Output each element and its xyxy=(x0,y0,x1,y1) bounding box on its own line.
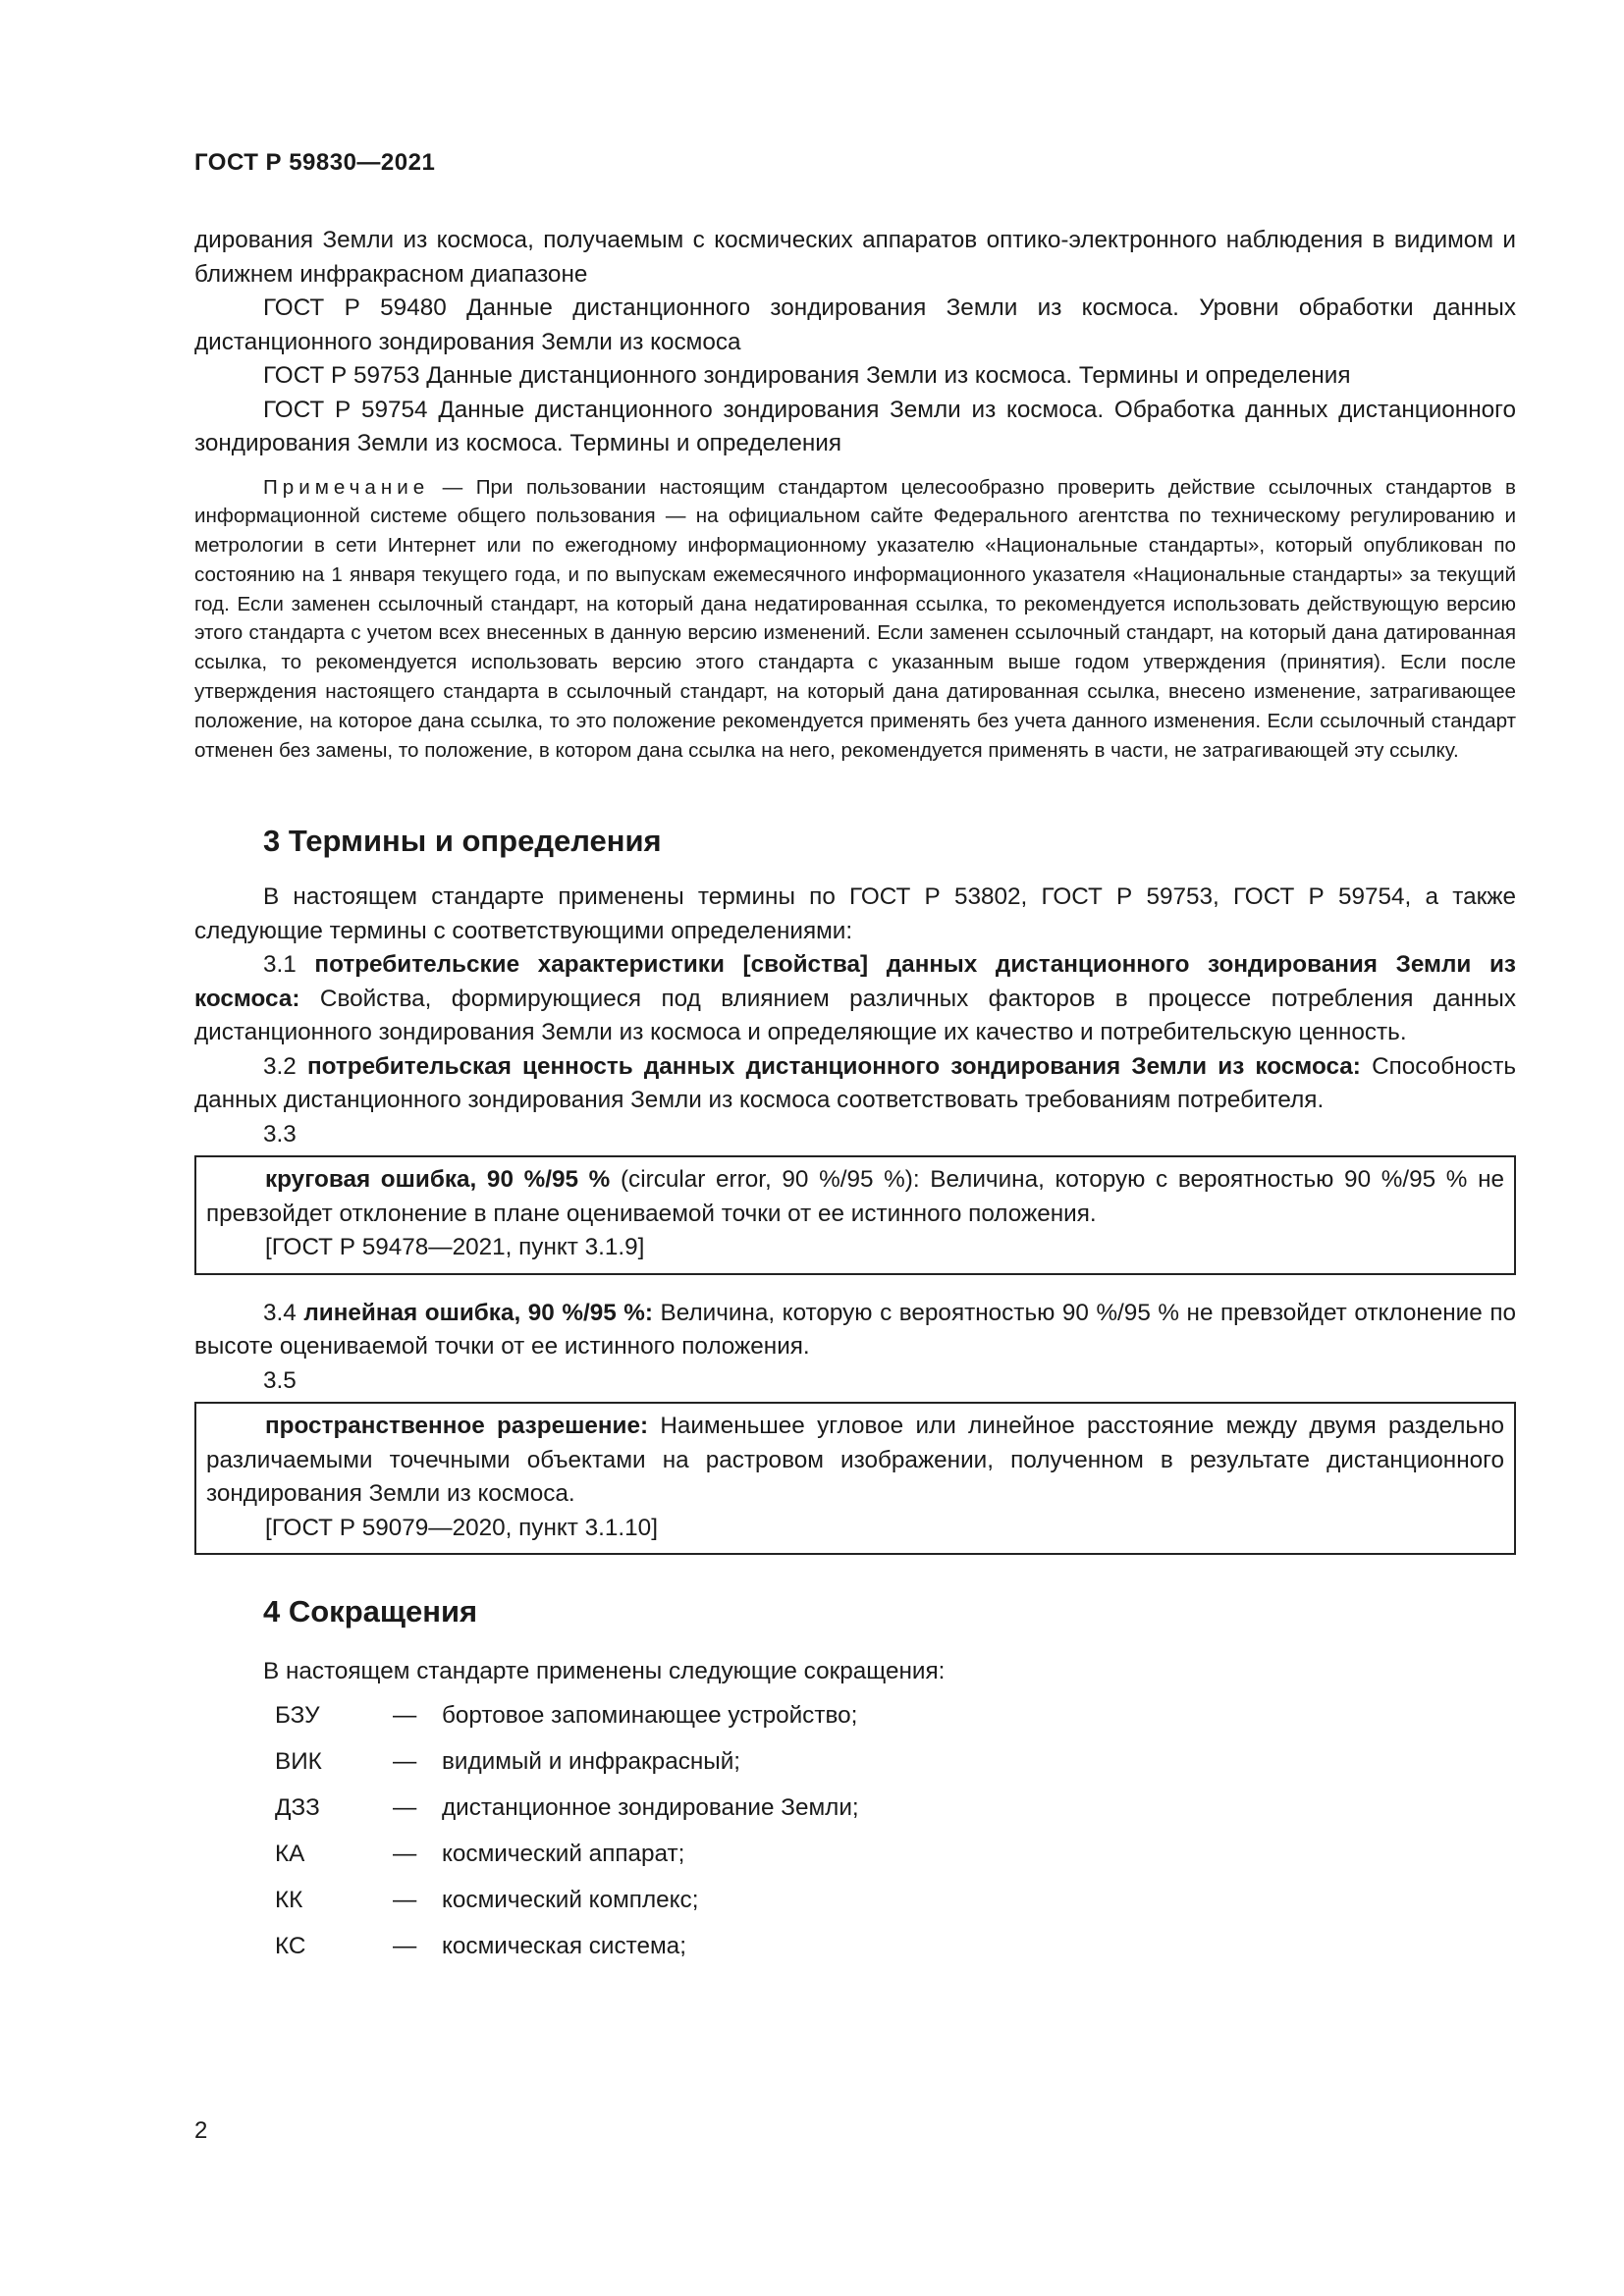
term-entry xyxy=(194,1050,1516,1118)
ref-continuation: дирования Земли из космоса, получаемым с космических аппаратов оптико-электронного наблюдения в видимом и ближнем инфракрасном диапазоне xyxy=(194,227,1516,288)
document-body xyxy=(194,224,1516,1976)
abbreviation-row xyxy=(194,1838,1516,1884)
term-definition: Свойства, формирующиеся под влиянием различных факторов в процессе потребления данных дистанционного зондирования Земли из космоса и определяющие их качество и потребительскую ценность. xyxy=(194,985,1516,1046)
note-paragraph xyxy=(194,473,1516,766)
term-source: [ГОСТ Р 59478—2021, пункт 3.1.9] xyxy=(265,1234,645,1261)
term-source: [ГОСТ Р 59079—2020, пункт 3.1.10] xyxy=(265,1514,658,1541)
ref-item: ГОСТ Р 59754 Данные дистанционного зондирования Земли из космоса. Обработка данных дистанционного зондирования Земли из космоса. Термины и определения xyxy=(194,396,1516,456)
term-definition: Величина, которую с вероятностью 90 %/95 % не превзойдет отклонение по высоте оцениваемой точки от ее истинного положения. xyxy=(194,1299,1516,1361)
page-number: 2 xyxy=(194,2117,208,2144)
abbreviation-code: БЗУ xyxy=(275,1701,320,1729)
term-entry xyxy=(206,1410,1504,1512)
term-number: 3.4 xyxy=(263,1299,297,1326)
note-label: Примечание xyxy=(263,475,430,499)
abbreviation-row xyxy=(194,1930,1516,1976)
term-entry xyxy=(194,948,1516,1050)
term-entry xyxy=(206,1163,1504,1231)
term-box xyxy=(194,1155,1516,1275)
abbreviation-definition: дистанционное зондирование Земли; xyxy=(442,1793,859,1821)
term-definition: Наименьшее угловое или линейное расстояние между двумя раздельно различаемыми точечными объектами на растровом изображении, полученном в результате дистанционного зондирования Земли из космоса. xyxy=(206,1413,1505,1508)
abbreviation-code: КС xyxy=(275,1932,306,1959)
abbreviation-definition: космический комплекс; xyxy=(442,1886,699,1913)
abbreviation-list xyxy=(194,1699,1516,1976)
note-text: — При пользовании настоящим стандартом целесообразно проверить действие ссылочных стандартов в информационной системе общего пользования — на официальном сайте Федерального агентства по техническому регулированию и метрологии в сети Интернет или по ежегодному информационному указателю «Национальные стандарты», который опубликован по состоянию на 1 января текущего года, и по выпускам ежемесячного информационного указателя «Национальные стандарты» за текущий год. Если заменен ссылочный стандарт, на который дана недатированная ссылка, то рекомендуется использовать действующую версию этого стандарта с учетом всех внесенных в данную версию изменений. Если заменен ссылочный стандарт, на который дана датированная ссылка, то рекомендуется использовать версию этого стандарта с указанным выше годом утверждения (принятия). Если после утверждения настоящего стандарта в ссылочный стандарт, на который дана датированная ссылка, внесено изменение, затрагивающее положение, на которое дана ссылка, то это положение рекомендуется применять без учета данного изменения. Если ссылочный стандарт отменен без замены, то положение, в котором дана ссылка на него, рекомендуется применять в части, не затрагивающей эту ссылку. xyxy=(194,475,1516,762)
ref-item: ГОСТ Р 59753 Данные дистанционного зондирования Земли из космоса. Термины и определения xyxy=(263,362,1351,389)
term-box xyxy=(194,1402,1516,1555)
term-number-line: 3.5 xyxy=(263,1366,297,1394)
abbreviation-code: КК xyxy=(275,1886,303,1913)
abbreviation-code: ДЗЗ xyxy=(275,1793,320,1821)
term-number: 3.1 xyxy=(263,951,297,979)
abbreviation-definition: космическая система; xyxy=(442,1932,686,1959)
term-name: линейная ошибка, 90 %/95 %: xyxy=(303,1299,653,1326)
term-name: потребительские характеристики [свойства] данных дистанционного зондирования Земли из космоса: xyxy=(194,951,1516,1012)
term-number: 3.2 xyxy=(263,1052,297,1080)
term-definition: (circular error, 90 %/95 %): Величина, которую с вероятностью 90 %/95 % не превзойдет отклонение в плане оцениваемой точки от ее истинного положения. xyxy=(206,1166,1504,1227)
abbreviation-code: ВИК xyxy=(275,1747,322,1775)
abbreviations-intro: В настоящем стандарте применены следующие сокращения: xyxy=(263,1658,946,1685)
abbreviation-dash: — xyxy=(393,1886,417,1913)
term-name: круговая ошибка, 90 %/95 % xyxy=(265,1166,611,1194)
abbreviation-definition: бортовое запоминающее устройство; xyxy=(442,1701,858,1729)
term-name: пространственное разрешение: xyxy=(265,1413,649,1440)
document-header-title: ГОСТ Р 59830—2021 xyxy=(194,149,436,176)
abbreviation-dash: — xyxy=(393,1840,417,1867)
ref-item: ГОСТ Р 59480 Данные дистанционного зондирования Земли из космоса. Уровни обработки данных дистанционного зондирования Земли из космоса xyxy=(194,294,1516,355)
abbreviation-code: КА xyxy=(275,1840,305,1867)
abbreviation-row xyxy=(194,1745,1516,1791)
terms-intro: В настоящем стандарте применены термины по ГОСТ Р 53802, ГОСТ Р 59753, ГОСТ Р 59754, а также следующие термины с соответствующими определениями: xyxy=(194,883,1516,944)
abbreviation-dash: — xyxy=(393,1747,417,1775)
abbreviation-dash: — xyxy=(393,1932,417,1959)
abbreviation-dash: — xyxy=(393,1701,417,1729)
section-heading-terms: 3 Термины и определения xyxy=(263,824,662,859)
term-name: потребительская ценность данных дистанционного зондирования Земли из космоса: xyxy=(306,1052,1361,1080)
abbreviation-definition: космический аппарат; xyxy=(442,1840,685,1867)
abbreviation-row xyxy=(194,1884,1516,1930)
abbreviation-row xyxy=(194,1791,1516,1838)
term-number-line: 3.3 xyxy=(263,1120,297,1148)
abbreviation-definition: видимый и инфракрасный; xyxy=(442,1747,741,1775)
term-entry xyxy=(194,1297,1516,1364)
term-definition: Способность данных дистанционного зондирования Земли из космоса соответствовать требованиям потребителя. xyxy=(194,1052,1516,1114)
section-heading-abbreviations: 4 Сокращения xyxy=(263,1594,478,1629)
abbreviation-dash: — xyxy=(393,1793,417,1821)
abbreviation-row xyxy=(194,1699,1516,1745)
